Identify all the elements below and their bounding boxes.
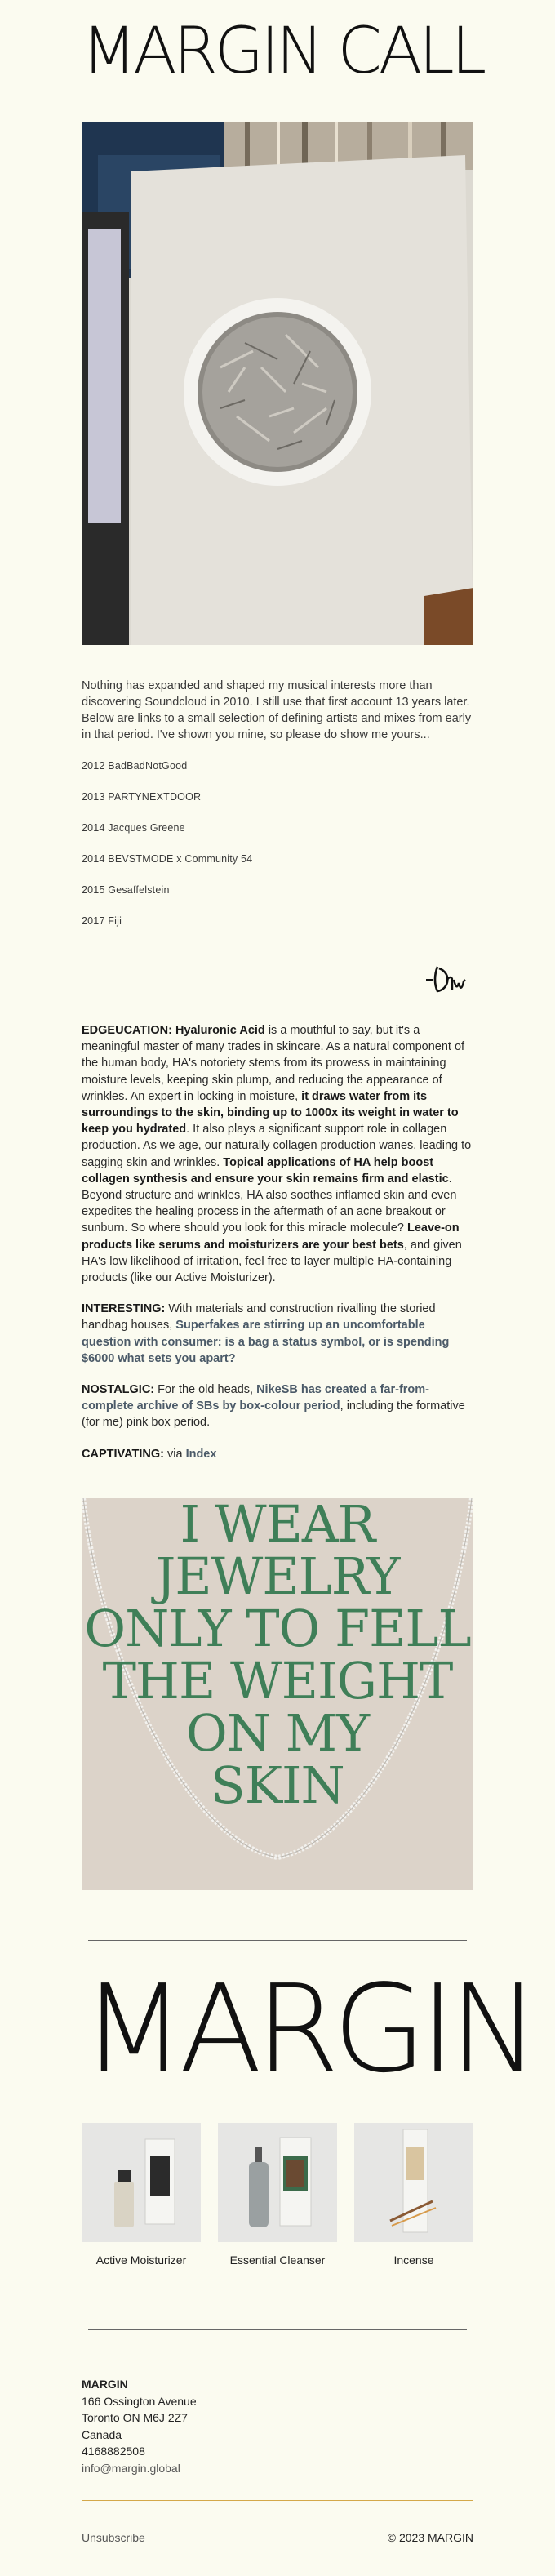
mix-link-2015[interactable]: 2015 Gesaffelstein — [82, 884, 170, 896]
product-card-moisturizer[interactable] — [82, 2123, 201, 2267]
mix-link-2017[interactable]: 2017 Fiji — [82, 915, 122, 927]
superfakes-link[interactable]: Superfakes are stirring up an uncomfortable question with consumer: is a bag a status symbol, or is spending $6000 what sets you apart? — [82, 1319, 450, 1365]
address-line: 166 Ossington Avenue — [82, 2394, 197, 2408]
newsletter-title: MARGIN CALL — [82, 15, 484, 88]
address-brand: MARGIN — [82, 2378, 128, 2391]
quote-text: I WEAR JEWELRY ONLY TO FELL THE WEIGHT ON MY SKIN — [84, 1498, 471, 1815]
product-grid — [82, 2123, 473, 2267]
brand-logo[interactable]: MARGIN — [82, 1959, 533, 2099]
footer-divider — [82, 2500, 473, 2501]
product-label[interactable]: Essential Cleanser — [229, 2253, 326, 2267]
moisturizer-bottle-icon[interactable] — [82, 2123, 201, 2242]
index-link[interactable]: Index — [185, 1447, 217, 1461]
divider — [88, 2329, 467, 2330]
bowl-photo-illustration — [82, 122, 473, 645]
incense-box-icon[interactable] — [354, 2123, 473, 2242]
interesting-paragraph: INTERESTING: With materials and construction rivalling the storied handbag houses, Superfakes are stirring up an uncomfortable question with consumer: is a bag a status symbol, or is spending $6000 what sets you apart? — [82, 1302, 450, 1365]
company-address — [82, 2376, 473, 2476]
mix-link-2014-bevstmode[interactable]: 2014 BEVSTMODE x Community 54 — [82, 853, 253, 865]
unsubscribe-link[interactable]: Unsubscribe — [82, 2531, 145, 2544]
product-label[interactable]: Active Moisturizer — [95, 2253, 187, 2267]
nostalgic-paragraph: NOSTALGIC: For the old heads, NikeSB has created a far-from-complete archive of SBs by box-colour period, including the formative (for me) pink box period. — [82, 1383, 465, 1430]
product-label[interactable]: Incense — [393, 2253, 434, 2267]
product-card-cleanser[interactable] — [218, 2123, 337, 2267]
product-card-incense[interactable] — [354, 2123, 473, 2267]
copyright: © 2023 MARGIN — [387, 2531, 473, 2544]
nikesb-link[interactable]: NikeSB has created a far-from-complete archive of SBs by box-colour period — [82, 1383, 430, 1413]
captivating-paragraph: CAPTIVATING: via Index — [82, 1447, 217, 1461]
signature-image — [424, 962, 473, 994]
edgeucation-paragraph: EDGEUCATION: Hyaluronic Acid is a mouthful to say, but it's a meaningful master of many trades in skincare. As a natural component of the human body, HA's notoriety stems from its prowess in maintaining moisture levels, keeping skin plump, and reducing the appearance of wrinkles. An expert in locking in moisture, it draws water from its surroundings to the skin, binding up to 1000x its weight in water to keep you hydrated. It also plays a significant support role in collagen production. As we age, our naturally collagen production wanes, leading to sagging skin and wrinkles. Topical applications of HA help boost collagen synthesis and ensure your skin remains firm and elastic. Beyond structure and wrinkles, HA also soothes inflamed skin and even expedites the healing process in the aftermath of an acne breakout or sunburn. So where should you look for this miracle molecule? Leave-on products like serums and moisturizers are your best bets, and given HA's low likelihood of irritation, feel free to layer multiple HA-containing products (like our Active Moisturizer). — [82, 1024, 472, 1285]
cleanser-bottle-icon[interactable] — [218, 2123, 337, 2242]
hero-image — [82, 122, 473, 645]
address-line: Toronto ON M6J 2Z7 — [82, 2411, 188, 2424]
intro-paragraph: Nothing has expanded and shaped my musical interests more than discovering Soundcloud in 2010. I still use that first account 13 years later. Below are links to a small selection of defining artists and mixes from early in that period. I've shown you mine, so please do show me yours... — [82, 679, 472, 741]
jewelry-quote-image — [82, 1498, 473, 1890]
email-link[interactable]: info@margin.global — [82, 2461, 180, 2475]
mix-links-list — [82, 759, 473, 945]
phone-number: 4168882508 — [82, 2445, 145, 2458]
divider — [88, 1940, 467, 1941]
mix-link-2013[interactable]: 2013 PARTYNEXTDOOR — [82, 791, 202, 803]
edu-section — [82, 1022, 473, 1477]
footer — [82, 2531, 473, 2544]
mix-link-2012[interactable]: 2012 BadBadNotGood — [82, 760, 188, 772]
mix-link-2014-jacques[interactable]: 2014 Jacques Greene — [82, 822, 185, 834]
address-line: Canada — [82, 2427, 122, 2441]
